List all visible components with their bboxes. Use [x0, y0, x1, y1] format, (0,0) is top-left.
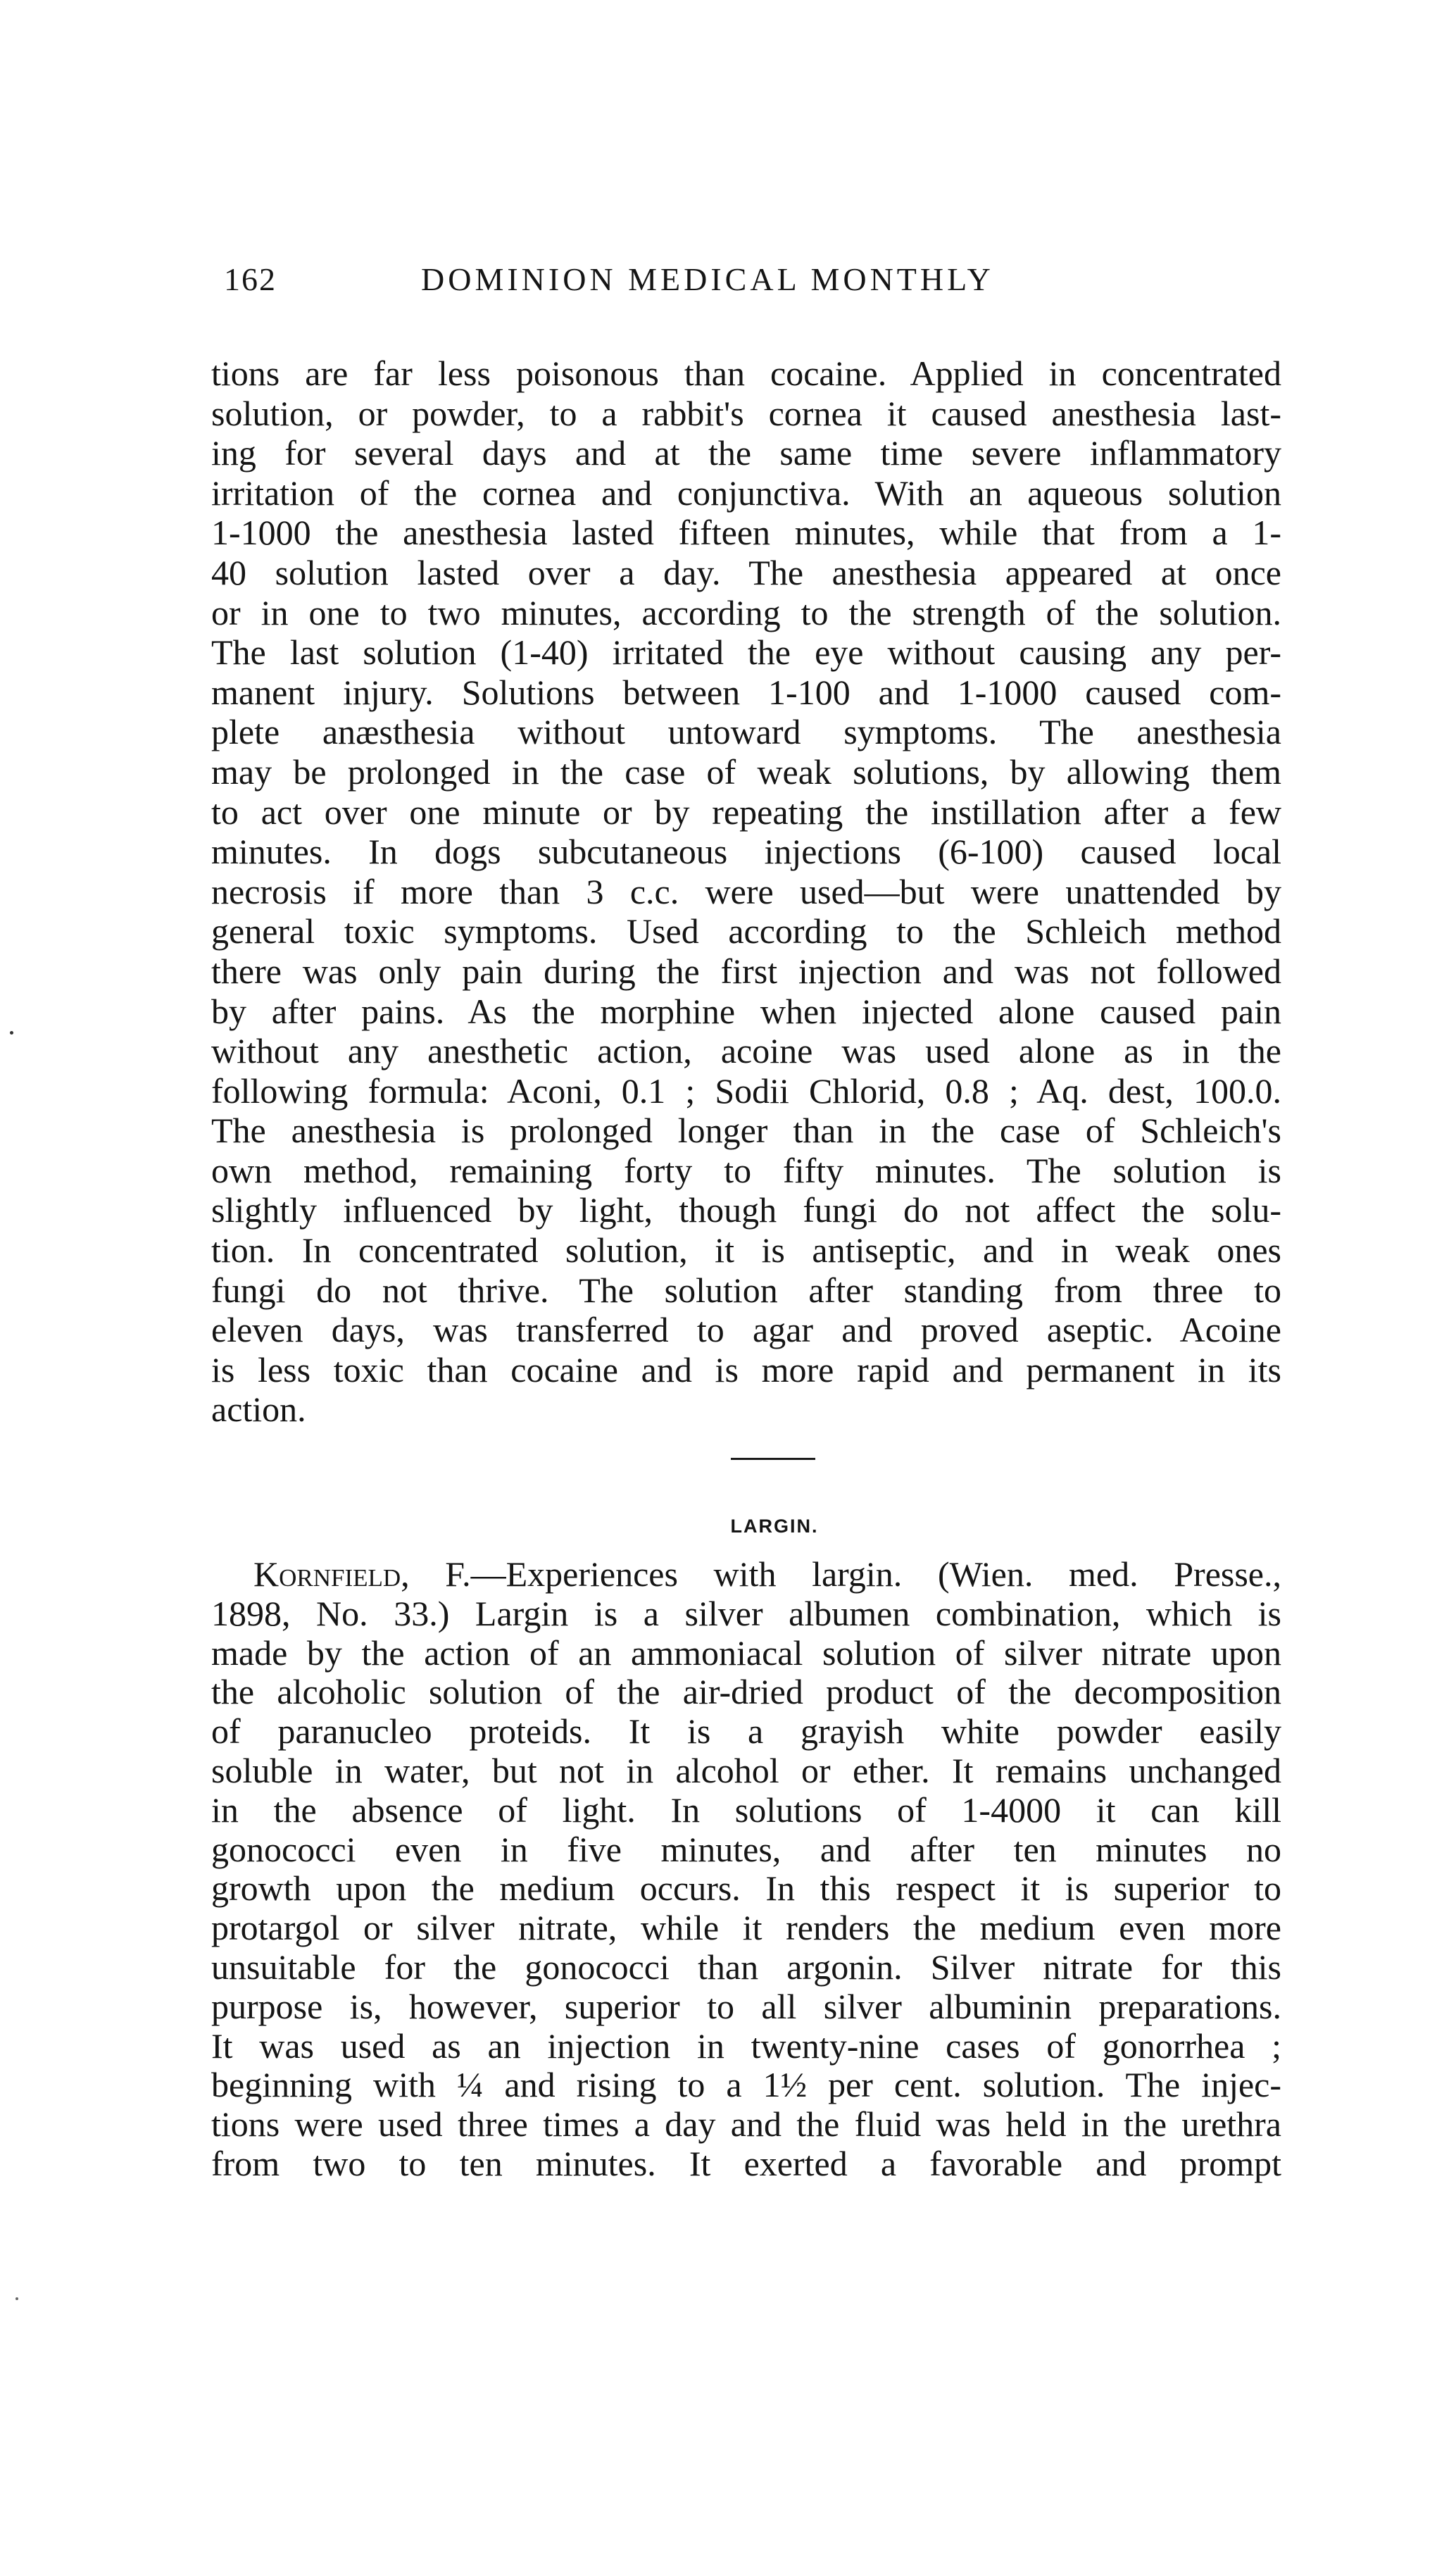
text-line: necrosis if more than 3 c.c. were used—but were unattended by	[211, 871, 1281, 911]
text-line: without any anesthetic action, acoine was used alone as in the	[211, 1031, 1281, 1071]
text-line: to act over one minute or by repeating the instillation after a few	[211, 792, 1281, 832]
text-line: own method, remaining forty to fifty minutes. The solution is	[211, 1150, 1281, 1190]
text-line: there was only pain during the first injection and was not followed	[211, 951, 1281, 991]
text-line: or in one to two minutes, according to the strength of the solution.	[211, 592, 1281, 632]
text-line: 1898, No. 33.) Largin is a silver albumen combination, which is	[211, 1593, 1281, 1633]
paragraph-largin	[211, 1555, 1281, 2184]
text-line: general toxic symptoms. Used according to the Schleich method	[211, 911, 1281, 951]
text-line: is less toxic than cocaine and is more rapid and permanent in its	[211, 1349, 1281, 1390]
text-line: eleven days, was transferred to agar and proved aseptic. Acoine	[211, 1310, 1281, 1350]
text-line: tion. In concentrated solution, it is antiseptic, and in weak ones	[211, 1230, 1281, 1270]
paragraph-acoine	[211, 354, 1281, 1430]
text-line: made by the action of an ammoniacal solution of silver nitrate upon	[211, 1632, 1281, 1673]
text-line: 40 solution lasted over a day. The anesthesia appeared at once	[211, 552, 1281, 592]
text-line: plete anæsthesia without untoward symptoms. The anesthesia	[211, 712, 1281, 752]
page-number: 162	[224, 261, 277, 297]
text-line: tions are far less poisonous than cocaine. Applied in concentrated	[211, 354, 1281, 393]
text-line: the alcoholic solution of the air-dried product of the decomposition	[211, 1672, 1281, 1712]
text-line: of paranucleo proteids. It is a grayish white powder easily	[211, 1711, 1281, 1752]
text-line: from two to ten minutes. It exerted a favorable and prompt	[211, 2143, 1281, 2183]
text-line: in the absence of light. In solutions of 1-4000 it can kill	[211, 1790, 1281, 1830]
text-line: soluble in water, but not in alcohol or ether. It remains unchanged	[211, 1750, 1281, 1790]
text-line: It was used as an injection in twenty-nine cases of gonorrhea ;	[211, 2025, 1281, 2066]
author-name: Kornfield, F.	[253, 1554, 471, 1594]
text-line: purpose is, however, superior to all silver albuminin preparations.	[211, 1986, 1281, 2026]
text-line: The anesthesia is prolonged longer than in the case of Schleich's	[211, 1111, 1281, 1151]
journal-title: DOMINION MEDICAL MONTHLY	[421, 261, 994, 297]
text-line: irritation of the cornea and conjunctiva. With an aqueous solution	[211, 473, 1281, 513]
text-line: minutes. In dogs subcutaneous injections (6-100) caused local	[211, 832, 1281, 872]
margin-speck	[10, 1031, 13, 1035]
text-line: gonococci even in five minutes, and after ten minutes no	[211, 1829, 1281, 1869]
text-line: growth upon the medium occurs. In this respect it is superior to	[211, 1868, 1281, 1909]
text-line: ing for several days and at the same time severe inflammatory	[211, 433, 1281, 473]
text-line: tions were used three times a day and the fluid was held in the urethra	[211, 2104, 1281, 2144]
running-head	[224, 261, 1264, 303]
text-line: 1-1000 the anesthesia lasted fifteen minutes, while that from a 1-	[211, 513, 1281, 553]
text-line: slightly influenced by light, though fungi do not affect the solu-	[211, 1190, 1281, 1230]
text-line: beginning with ¼ and rising to a 1½ per cent. solution. The injec-	[211, 2065, 1281, 2105]
margin-speck	[15, 2297, 18, 2300]
text-line: unsuitable for the gonococci than argonin. Silver nitrate for this	[211, 1947, 1281, 1987]
text-line: fungi do not thrive. The solution after standing from three to	[211, 1270, 1281, 1310]
text-line: solution, or powder, to a rabbit's cornea it caused anesthesia last-	[211, 393, 1281, 433]
text-line: by after pains. As the morphine when injected alone caused pain	[211, 991, 1281, 1031]
text-line: may be prolonged in the case of weak solutions, by allowing them	[211, 751, 1281, 792]
text-line: protargol or silver nitrate, while it renders the medium even more	[211, 1908, 1281, 1948]
citation-text: —Experiences with largin. (Wien. med. Presse.,	[470, 1554, 1281, 1594]
text-line: action.	[211, 1390, 306, 1430]
section-heading: LARGIN.	[730, 1516, 819, 1537]
text-line: following formula: Aconi, 0.1 ; Sodii Chlorid, 0.8 ; Aq. dest, 100.0.	[211, 1070, 1281, 1111]
section-divider	[731, 1458, 815, 1460]
text-line: The last solution (1-40) irritated the eye without causing any per-	[211, 632, 1281, 673]
text-line: manent injury. Solutions between 1-100 and 1-1000 caused com-	[211, 672, 1281, 712]
text-line-first	[211, 1555, 1281, 1594]
